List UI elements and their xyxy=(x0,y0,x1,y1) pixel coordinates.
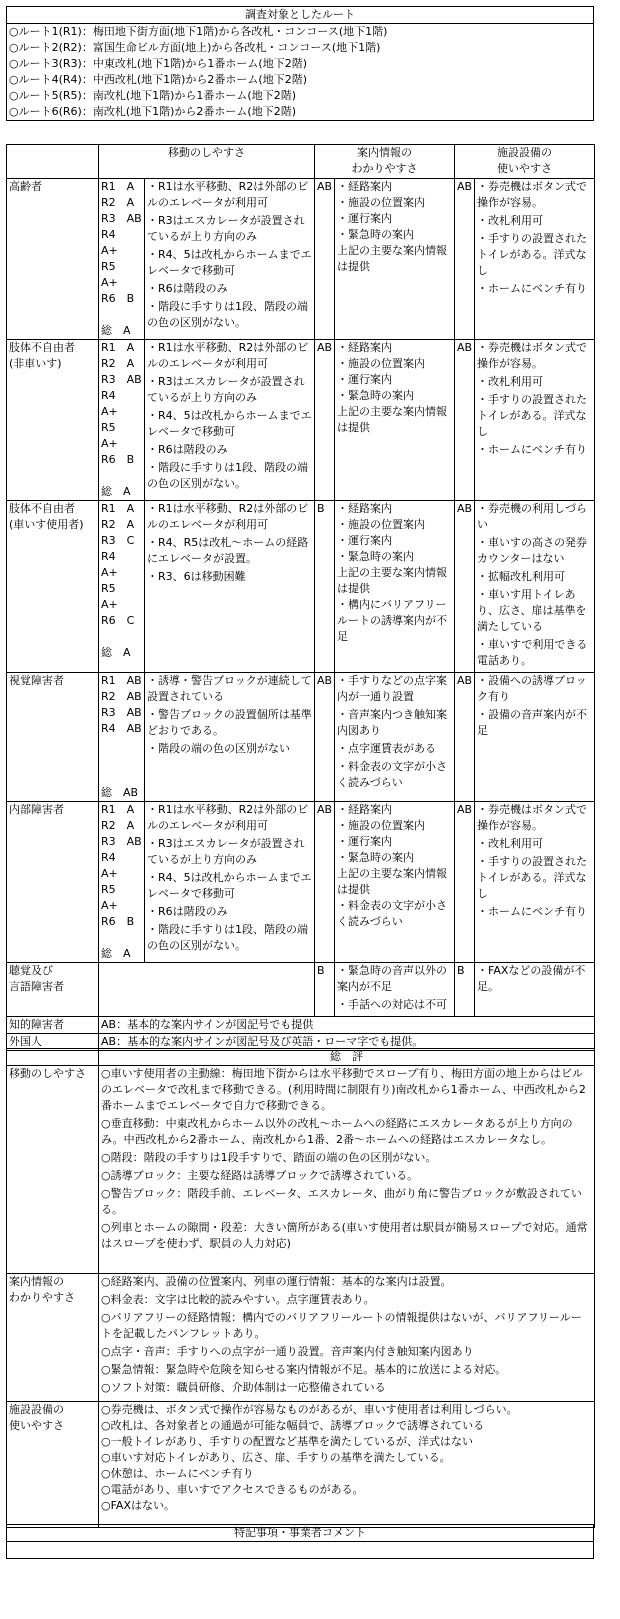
info-grade: AB xyxy=(315,340,335,501)
list-item: ・構内にバリアフリールートの誘導案内が不足 xyxy=(337,598,447,643)
list-item: ・階段の端の色の区別がない xyxy=(147,742,290,755)
list-item: ・拡幅改札利用可 xyxy=(477,570,565,583)
info-notes xyxy=(335,501,455,673)
group-label: 視覚障害者 xyxy=(7,673,99,802)
summary-section xyxy=(7,1402,595,1528)
mobility-notes xyxy=(99,963,315,1017)
list-item: 上記の主要な案内情報は提供 xyxy=(337,244,447,273)
list-item: ・R6は階段のみ xyxy=(147,282,228,295)
routes-title: 調査対象としたルート xyxy=(7,7,594,24)
facility-notes xyxy=(475,963,595,1017)
header-mobility: 移動のしやすさ xyxy=(99,145,315,179)
mobility-notes xyxy=(145,802,315,963)
list-item: ・R1は水平移動、R2は外部のビルのエレベータが利用可 xyxy=(147,180,309,209)
list-item: ・R3、6は移動困難 xyxy=(147,570,246,583)
table-row xyxy=(7,802,595,963)
route-item: ○ルート5(R5)：南改札(地下1階)から1番ホーム(地下2階) xyxy=(9,89,296,102)
mobility-notes xyxy=(145,340,315,501)
list-item: ・手すりの設置されたトイレがある。洋式なし xyxy=(477,393,587,438)
list-item: ・R3はエスカレータが設置されているが上り方向のみ xyxy=(147,375,305,404)
notes-body xyxy=(7,1542,594,1559)
facility-grade: AB xyxy=(455,179,475,340)
list-item: ○券売機は、ボタン式で操作が容易なものがあるが、車いす使用者は利用しづらい。 xyxy=(101,1403,518,1416)
list-item: ○経路案内、設備の位置案内、列車の運行情報：基本的な案内は設置。 xyxy=(101,1275,452,1288)
table-row xyxy=(7,501,595,673)
list-item: ・改札利用可 xyxy=(477,837,543,850)
list-item: ・ホームにベンチ有り xyxy=(477,443,587,456)
table-row xyxy=(7,179,595,340)
route-item: ○ルート3(R3)：中東改札(地下1階)から1番ホーム(地下2階) xyxy=(9,57,307,70)
list-item: ・ホームにベンチ有り xyxy=(477,282,587,295)
list-item: ・音声案内つき触知案内図あり xyxy=(337,708,447,737)
list-item: ・改札利用可 xyxy=(477,375,543,388)
route-ratings: R1 A R2 A R3 AB R4 A+ R5 A+ R6 B 総 A xyxy=(99,802,145,963)
route-ratings: R1 A R2 A R3 AB R4 A+ R5 A+ R6 B 総 A xyxy=(99,179,145,340)
summary-items xyxy=(99,1066,595,1274)
group-label: 知的障害者 xyxy=(7,1017,99,1034)
summary-table xyxy=(6,1048,595,1528)
facility-notes xyxy=(475,802,595,963)
list-item: ・設備への誘導ブロック有り xyxy=(477,674,587,703)
summary-label: 移動のしやすさ xyxy=(7,1066,99,1274)
facility-grade: AB xyxy=(455,340,475,501)
list-item: ・階段に手すりは1段、階段の端の色の区別がない。 xyxy=(147,300,308,329)
header-info: 案内情報の わかりやすさ xyxy=(315,145,455,179)
info-notes xyxy=(335,340,455,501)
table-row xyxy=(7,963,595,1017)
list-item: ・手すりの設置されたトイレがある。洋式なし xyxy=(477,232,587,277)
list-item: ・緊急時の案内 xyxy=(337,389,414,402)
summary-items xyxy=(99,1274,595,1402)
list-item: 上記の主要な案内情報は提供 xyxy=(337,867,447,896)
list-item: ・経路案内 xyxy=(337,502,392,515)
info-notes xyxy=(335,963,455,1017)
list-item: ・経路案内 xyxy=(337,180,392,193)
list-item: ・R1は水平移動、R2は外部のビルのエレベータが利用可 xyxy=(147,341,309,370)
list-item: ・R1は水平移動、R2は外部のビルのエレベータが利用可 xyxy=(147,803,309,832)
list-item: ・緊急時の案内 xyxy=(337,851,414,864)
list-item: ・R3はエスカレータが設置されているが上り方向のみ xyxy=(147,837,305,866)
header-blank xyxy=(7,145,99,179)
group-label: 肢体不自由者 (非車いす) xyxy=(7,340,99,501)
list-item: ・運行案内 xyxy=(337,835,392,848)
notes-title: 特記事項・事業者コメント xyxy=(7,1525,594,1542)
group-label: 高齢者 xyxy=(7,179,99,340)
list-item: ・緊急時の音声以外の案内が不足 xyxy=(337,964,447,993)
list-item: ・R3はエスカレータが設置されているが上り方向のみ xyxy=(147,214,305,243)
list-item: ・車いすで利用できる電話あり。 xyxy=(477,638,588,667)
mobility-notes xyxy=(145,179,315,340)
list-item: ・運行案内 xyxy=(337,373,392,386)
list-item: ○点字・音声：手すりへの点字が一通り設置。音声案内付き触知案内図あり xyxy=(101,1345,474,1358)
list-item: ○ソフト対策：職員研修、介助体制は一応整備されている xyxy=(101,1381,386,1394)
facility-notes xyxy=(475,673,595,802)
list-item: ・R4、R5は改札～ホームの経路にエレベータが設置。 xyxy=(147,536,309,565)
list-item: ○階段：階段の手すりは1段手すりで、踏面の端の色の区別がない。 xyxy=(101,1151,437,1164)
facility-notes xyxy=(475,340,595,501)
list-item: ・R4、5は改札からホームまでエレベータで移動可 xyxy=(147,248,312,277)
list-item: ・券売機はボタン式で操作が容易。 xyxy=(477,180,587,209)
facility-grade: AB xyxy=(455,673,475,802)
list-item: ・施設の位置案内 xyxy=(337,196,425,209)
list-item: ・R1は水平移動、R2は外部のビルのエレベータが利用可 xyxy=(147,502,309,531)
list-item: ○FAXはない。 xyxy=(101,1499,175,1512)
list-item: ○バリアフリーの経路情報：構内でのバリアフリールートの情報提供はないが、バリアフリールートを記載したパンフレットあり。 xyxy=(101,1311,582,1340)
list-item: ・車いす用トイレあり、広さ、扉は基準を満たしている xyxy=(477,588,587,633)
list-item: ・料金表の文字が小さく読みづらい xyxy=(337,760,447,789)
summary-items xyxy=(99,1402,595,1528)
list-item: ・誘導・警告ブロックが連続して設置されている xyxy=(147,674,312,703)
list-item: ・車いすの高さの発券カウンターはない xyxy=(477,536,587,565)
summary-section xyxy=(7,1274,595,1402)
list-item: ○緊急情報：緊急時や危険を知らせる案内情報が不足。基本的に放送による対応。 xyxy=(101,1363,507,1376)
facility-notes xyxy=(475,501,595,673)
summary-label: 案内情報の わかりやすさ xyxy=(7,1274,99,1402)
list-item: ○改札は、各対象者との通過が可能な幅員で、誘導ブロックで誘導されている xyxy=(101,1419,485,1432)
list-item: ○列車とホームの隙間・段差：大きい箇所がある(車いす使用者は駅員が簡易スロープで対応。通常はスロープを使わず、駅員の人力対応) xyxy=(101,1221,588,1250)
list-item: ・手すりの設置されたトイレがある。洋式なし xyxy=(477,855,587,900)
list-item: 上記の主要な案内情報は提供 xyxy=(337,405,447,434)
list-item: ・緊急時の案内 xyxy=(337,228,414,241)
list-item: ○休憩は、ホームにベンチ有り xyxy=(101,1467,254,1480)
facility-grade: B xyxy=(455,963,475,1017)
list-item: ・警告ブロックの設置個所は基準どおりである。 xyxy=(147,708,312,737)
list-item: ○警告ブロック：階段手前、エレベータ、エスカレータ、曲がり角に警告ブロックが敷設されている。 xyxy=(101,1187,582,1216)
info-grade: B xyxy=(315,963,335,1017)
summary-section xyxy=(7,1066,595,1274)
list-item: ・券売機はボタン式で操作が容易。 xyxy=(477,803,587,832)
info-grade: AB xyxy=(315,673,335,802)
list-item: ・施設の位置案内 xyxy=(337,518,425,531)
info-notes xyxy=(335,179,455,340)
list-item: ○車いす使用者の主動線：梅田地下街からは水平移動でスロープ有り、梅田方面の地上からはビルのエレベータで改札まで移動できる。(利用時間に制限有り)南改札から1番ホーム、中西改札から2番ホームまでエレベータで自力で移動できる。 xyxy=(101,1067,586,1112)
mobility-notes xyxy=(145,673,315,802)
list-item: ・施設の位置案内 xyxy=(337,819,425,832)
list-item: ・点字運賃表がある xyxy=(337,742,436,755)
list-item: ・R6は階段のみ xyxy=(147,905,228,918)
notes-table xyxy=(6,1524,594,1559)
info-grade: AB xyxy=(315,179,335,340)
info-grade: B xyxy=(315,501,335,673)
facility-grade: AB xyxy=(455,802,475,963)
routes-list xyxy=(7,24,594,121)
list-item: ・R4、5は改札からホームまでエレベータで移動可 xyxy=(147,409,312,438)
group-label: 肢体不自由者 (車いす使用者) xyxy=(7,501,99,673)
route-item: ○ルート1(R1)：梅田地下街方面(地下1階)から各改札・コンコース(地下1階) xyxy=(9,25,388,38)
header-facility: 施設設備の 使いやすさ xyxy=(455,145,595,179)
list-item: ○電話があり、車いすでアクセスできるものがある。 xyxy=(101,1483,364,1496)
list-item: ・施設の位置案内 xyxy=(337,357,425,370)
table-row xyxy=(7,1017,595,1034)
list-item: ・R4、5は改札からホームまでエレベータで移動可 xyxy=(147,871,312,900)
list-item: ・階段に手すりは1段、階段の端の色の区別がない。 xyxy=(147,923,308,952)
mobility-notes xyxy=(145,501,315,673)
route-ratings: R1 A R2 A R3 AB R4 A+ R5 A+ R6 B 総 A xyxy=(99,340,145,501)
route-item: ○ルート6(R6)：南改札(地下1階)から2番ホーム(地下2階) xyxy=(9,105,296,118)
list-item: ・R6は階段のみ xyxy=(147,443,228,456)
list-item: ・料金表の文字が小さく読みづらい xyxy=(337,899,447,928)
route-ratings: R1 AB R2 AB R3 AB R4 AB 総 AB xyxy=(99,673,145,802)
list-item: ○料金表：文字は比較的読みやすい。点字運賃表あり。 xyxy=(101,1293,375,1306)
list-item: ○車いす対応トイレがあり、広さ、扉、手すりの基準を満たしている。 xyxy=(101,1451,451,1464)
summary-blank xyxy=(7,1049,99,1066)
route-ratings: R1 A R2 A R3 C R4 A+ R5 A+ R6 C 総 A xyxy=(99,501,145,673)
info-grade: AB xyxy=(315,802,335,963)
table-row xyxy=(7,340,595,501)
list-item: ・手すりなどの点字案内が一通り設置 xyxy=(337,674,447,703)
group-label: 外国人 xyxy=(7,1034,99,1051)
list-item: ・FAXなどの設備が不足。 xyxy=(477,964,586,993)
summary-title: 総 評 xyxy=(99,1049,595,1066)
list-item: ・券売機の利用しづらい xyxy=(477,502,587,531)
accessibility-table xyxy=(6,144,595,1051)
list-item: ○一般トイレがあり、手すりの配置など基準を満たしているが、洋式はない xyxy=(101,1435,474,1448)
route-item: ○ルート4(R4)：中西改札(地下1階)から2番ホーム(地下2階) xyxy=(9,73,307,86)
group-summary: AB：基本的な案内サインが図記号でも提供 xyxy=(99,1017,595,1034)
table-row xyxy=(7,673,595,802)
list-item: ・階段に手すりは1段、階段の端の色の区別がない。 xyxy=(147,461,308,490)
list-item: ・券売機はボタン式で操作が容易。 xyxy=(477,341,587,370)
facility-grade: AB xyxy=(455,501,475,673)
list-item: ○誘導ブロック：主要な経路は誘導ブロックで誘導されている。 xyxy=(101,1169,419,1182)
facility-notes xyxy=(475,179,595,340)
list-item: ・ホームにベンチ有り xyxy=(477,905,587,918)
info-notes xyxy=(335,802,455,963)
info-notes xyxy=(335,673,455,802)
list-item: ・手話への対応は不可 xyxy=(337,998,447,1011)
list-item: 上記の主要な案内情報は提供 xyxy=(337,566,447,595)
group-label: 聴覚及び 言語障害者 xyxy=(7,963,99,1017)
list-item: ・運行案内 xyxy=(337,534,392,547)
group-summary: AB：基本的な案内サインが図記号及び英語・ローマ字でも提供。 xyxy=(99,1034,595,1051)
list-item: ・緊急時の案内 xyxy=(337,550,414,563)
group-label: 内部障害者 xyxy=(7,802,99,963)
routes-table xyxy=(6,6,594,121)
list-item: ・設備の音声案内が不足 xyxy=(477,708,587,737)
summary-label: 施設設備の 使いやすさ xyxy=(7,1402,99,1528)
route-item: ○ルート2(R2)：富国生命ビル方面(地上)から各改札・コンコース(地下1階) xyxy=(9,41,381,54)
list-item: ・改札利用可 xyxy=(477,214,543,227)
list-item: ・運行案内 xyxy=(337,212,392,225)
list-item: ・経路案内 xyxy=(337,341,392,354)
list-item: ○垂直移動：中東改札からホーム以外の改札～ホームへの経路にエスカレータあるが上り方向のみ。中西改札から2番ホーム、南改札から1番、2番～ホームへの経路はエスカレータなし。 xyxy=(101,1117,573,1146)
list-item: ・経路案内 xyxy=(337,803,392,816)
